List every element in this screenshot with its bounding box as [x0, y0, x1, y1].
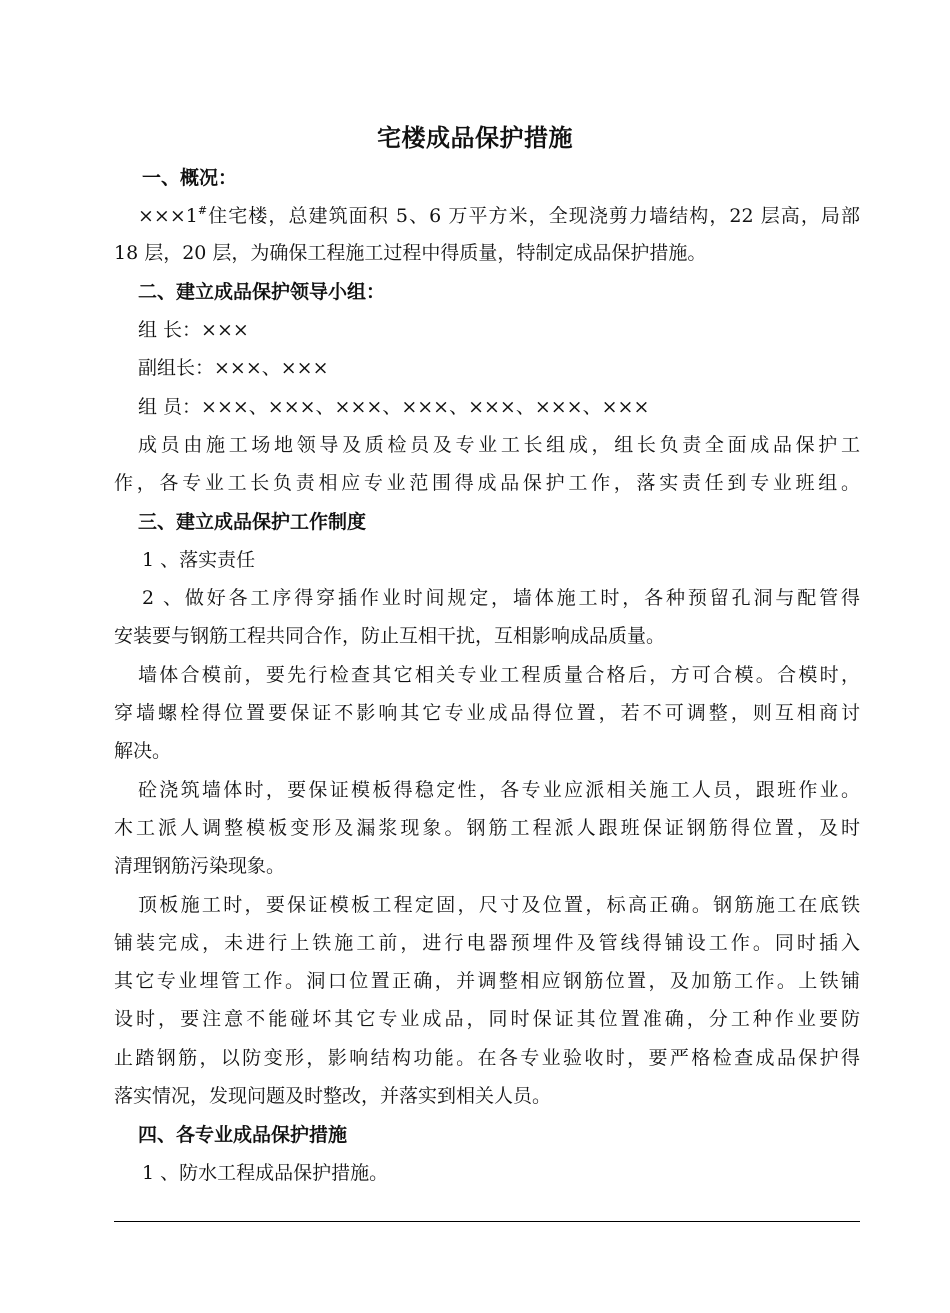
building-number-mark: #: [197, 204, 208, 217]
paragraph-concrete-line-3: 清理钢筋污染现象。: [114, 855, 286, 877]
paragraph-overview-line-2: 18 层，20 层，为确保工程施工过程中得质量，特制定成品保护措施。: [114, 242, 707, 264]
section-3-heading: 三、建立成品保护工作制度: [138, 511, 367, 533]
paragraph-slab-line-1: 顶板施工时，要保证模板工程定固，尺寸及位置，标高正确。钢筋施工在底铁: [138, 894, 860, 916]
paragraph-slab-line-2: 铺装完成，未进行上铁施工前，进行电器预埋件及管线得铺设工作。同时插入: [114, 932, 860, 954]
paragraph-overview-line-1: [138, 204, 860, 228]
item-3-2-line-2: 安装要与钢筋工程共同合作，防止互相干扰，互相影响成品质量。: [114, 625, 666, 647]
paragraph-concrete-line-2: 木工派人调整模板变形及漏浆现象。钢筋工程派人跟班保证钢筋得位置，及时: [114, 817, 860, 839]
section-2-heading: 二、建立成品保护领导小组：: [138, 281, 386, 303]
paragraph-formwork-line-2: 穿墙螺栓得位置要保证不影响其它专业成品得位置，若不可调整，则互相商讨: [114, 702, 860, 724]
document-title: 宅楼成品保护措施: [377, 124, 573, 152]
item-4-1: 1 、防水工程成品保护措施。: [142, 1162, 389, 1184]
paragraph-slab-line-4: 设时，要注意不能碰坏其它专业成品，同时保证其位置准确，分工种作业要防: [114, 1008, 860, 1030]
group-leader: 组 长：×××: [138, 319, 249, 341]
paragraph-members-line-2: 作，各专业工长负责相应专业范围得成品保护工作，落实责任到专业班组。: [114, 472, 860, 494]
group-deputy: 副组长：×××、×××: [138, 357, 329, 379]
paragraph-slab-line-6: 落实情况，发现问题及时整改，并落实到相关人员。: [114, 1085, 552, 1107]
group-members: 组 员：×××、×××、×××、×××、×××、×××、×××: [138, 396, 650, 418]
section-4-heading: 四、各专业成品保护措施: [138, 1124, 348, 1146]
paragraph-slab-line-5: 止踏钢筋，以防变形，影响结构功能。在各专业验收时，要严格检查成品保护得: [114, 1047, 860, 1069]
paragraph-slab-line-3: 其它专业埋管工作。洞口位置正确，并调整相应钢筋位置，及加筋工作。上铁铺: [114, 970, 860, 992]
paragraph-members-line-1: 成员由施工场地领导及质检员及专业工长组成，组长负责全面成品保护工: [138, 434, 860, 456]
overview-text: 住宅楼，总建筑面积 5、6 万平方米，全现浇剪力墙结构，22 层高，局部: [207, 205, 860, 227]
overview-prefix: ×××1: [138, 205, 198, 227]
paragraph-concrete-line-1: 砼浇筑墙体时，要保证模板得稳定性，各专业应派相关施工人员，跟班作业。: [138, 779, 860, 801]
item-3-2-line-1: 2 、做好各工序得穿插作业时间规定，墙体施工时，各种预留孔洞与配管得: [142, 587, 860, 609]
paragraph-formwork-line-1: 墙体合模前，要先行检查其它相关专业工程质量合格后，方可合模。合模时，: [138, 664, 860, 686]
item-3-1: 1 、落实责任: [142, 549, 256, 571]
footer-divider: [114, 1221, 860, 1222]
section-1-heading: 一、概况：: [142, 167, 238, 189]
paragraph-formwork-line-3: 解决。: [114, 740, 172, 762]
